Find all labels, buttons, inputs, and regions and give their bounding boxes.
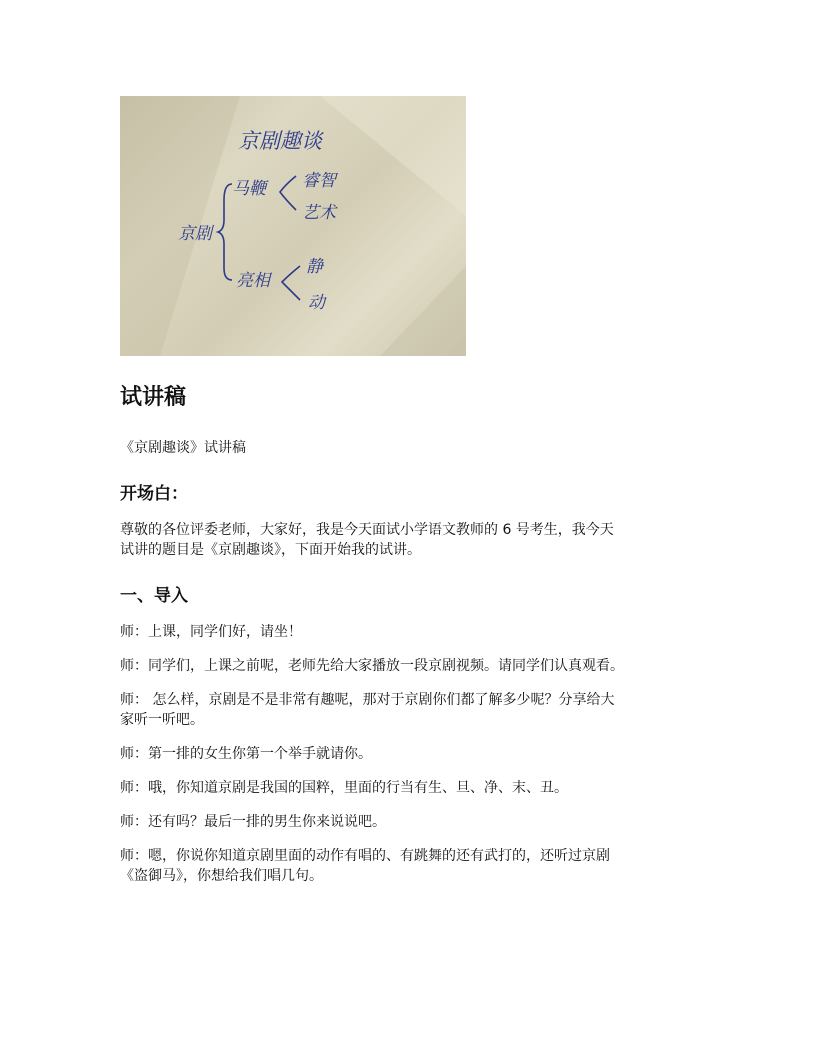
dialogue-line-text: 师：嗯，你说你知道京剧里面的动作有唱的、有跳舞的还有武打的，还听过京剧 xyxy=(120,848,610,864)
dialogue-line xyxy=(120,846,696,886)
mindmap-branch-2: 亮相 xyxy=(236,271,270,291)
opening-heading: 开场白： xyxy=(120,484,188,504)
opening-line-2: 试讲的题目是《京剧趣谈》，下面开始我的试讲。 xyxy=(120,542,421,558)
mindmap-branch-2-item-1: 静 xyxy=(306,257,323,277)
dialogue-line: 师：同学们，上课之前呢，老师先给大家播放一段京剧视频。请同学们认真观看。 xyxy=(120,658,624,674)
opening-line-1: 尊敬的各位评委老师，大家好，我是今天面试小学语文教师的 6 号考生，我今天 xyxy=(120,522,614,538)
mindmap-root: 京剧 xyxy=(178,224,212,244)
mindmap-branch-1: 马鞭 xyxy=(232,179,266,199)
mindmap-branch-2-item-2: 动 xyxy=(308,293,325,313)
dialogue-line: 师：第一排的女生你第一个举手就请你。 xyxy=(120,746,372,762)
mindmap-drawing xyxy=(120,96,466,356)
dialogue-line: 师：哦，你知道京剧是我国的国粹，里面的行当有生、旦、净、末、丑。 xyxy=(120,780,568,796)
mindmap-branch-1-item-2: 艺术 xyxy=(302,203,336,223)
dialogue-line-text: 师： 怎么样，京剧是不是非常有趣呢，那对于京剧你们都了解多少呢？分享给大 xyxy=(120,692,615,708)
handwritten-mindmap-photo xyxy=(120,96,466,356)
dialogue-line xyxy=(120,690,696,730)
dialogue-line-continuation: 家听一听吧。 xyxy=(120,712,204,728)
document-page xyxy=(120,96,696,886)
mindmap-title: 京剧趣谈 xyxy=(238,129,322,153)
mindmap-branch-1-item-1: 睿智 xyxy=(302,171,336,191)
section-1-heading: 一、导入 xyxy=(120,586,188,606)
opening-paragraph xyxy=(120,520,696,560)
document-subtitle: 《京剧趣谈》试讲稿 xyxy=(120,440,246,456)
dialogue-line: 师：还有吗？最后一排的男生你来说说吧。 xyxy=(120,814,386,830)
document-title: 试讲稿 xyxy=(120,385,187,410)
dialogue-line-continuation: 《盗御马》，你想给我们唱几句。 xyxy=(120,868,323,884)
dialogue-line: 师：上课，同学们好，请坐！ xyxy=(120,624,302,640)
